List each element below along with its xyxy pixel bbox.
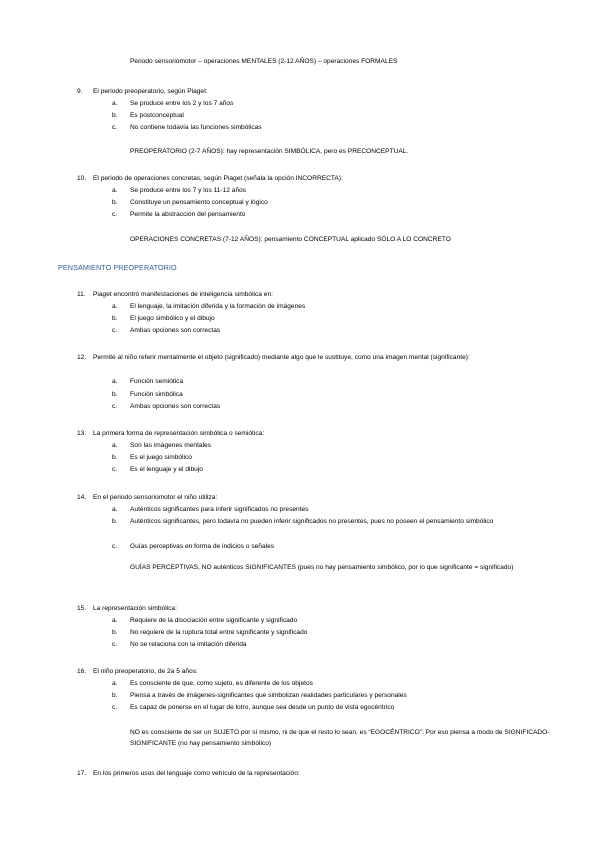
question-text: En el periodo sensoriomotor el niño utiliza: — [93, 494, 218, 501]
option-text: Es postconceptual — [130, 112, 184, 119]
question-9 — [77, 86, 557, 97]
option-text: Son las imágenes mentales — [130, 442, 212, 449]
question-11 — [77, 289, 557, 300]
question-15 — [77, 603, 557, 614]
option-letter: c. — [112, 327, 118, 334]
question-number: 13. — [77, 430, 87, 437]
question-number: 17. — [77, 770, 87, 777]
option-letter: b. — [112, 692, 118, 699]
question-number: 9. — [77, 88, 83, 95]
option-letter: b. — [112, 391, 118, 398]
option-text: Requiere de la disociación entre significante y significado — [130, 617, 298, 624]
answer-note: NO es consciente de ser un SUJETO por sí mismo, ni de que el resto lo sean, es “EGOCÉNTRICO”. Por eso piensa a modo de SIGNIFICADO-SIGNIFICANTE (no hay pensamiento simbólico) — [130, 729, 550, 747]
option-text: Función semiótica — [130, 378, 184, 385]
question-text: La representación simbólica: — [93, 605, 177, 612]
section-heading: PENSAMIENTO PREOPERATORIO — [58, 263, 177, 272]
question-10 — [77, 173, 557, 184]
option-text: Es el lenguaje y el dibujo — [130, 466, 203, 473]
option-letter: b. — [112, 629, 118, 636]
option-letter: b. — [112, 315, 118, 322]
question-number: 14. — [77, 494, 87, 501]
option-letter: a. — [112, 442, 118, 449]
option-letter: c. — [112, 403, 118, 410]
option-letter: c. — [112, 704, 118, 711]
question-text: El periodo de operaciones concretas, según Piaget (señala la opción INCORRECTA): — [93, 175, 343, 182]
answer-note: GUÍAS PERCEPTIVAS, NO auténticos SIGNIFICANTES (pues no hay pensamiento simbólico, por lo que significante = significado) — [130, 564, 514, 571]
question-text: En los primeros usos del lenguaje como vehículo de la representación: — [93, 770, 300, 777]
option-letter: a. — [112, 378, 118, 385]
option-text: Función simbólica — [130, 391, 183, 398]
option-letter: a. — [112, 617, 118, 624]
option-letter: b. — [112, 199, 118, 206]
option-letter: c. — [112, 543, 118, 550]
option-text: Auténticos significantes para inferir significados no presentes — [130, 506, 309, 513]
option-text: El lenguaje, la imitación diferida y la formación de imágenes — [130, 303, 306, 310]
question-number: 12. — [77, 354, 87, 361]
option-letter: a. — [112, 187, 118, 194]
option-text: Guías perceptivas en forma de indicios o señales — [130, 543, 275, 550]
option-letter: a. — [112, 506, 118, 513]
option-letter: c. — [112, 211, 118, 218]
option-letter: b. — [112, 112, 118, 119]
answer-note: OPERACIONES CONCRETAS (7-12 AÑOS): pensamiento CONCEPTUAL aplicado SÓLO A LO CONCRETO — [130, 236, 451, 243]
option-text: Es el juego simbólico — [130, 454, 192, 461]
question-number: 15. — [77, 605, 87, 612]
option-letter: a. — [112, 680, 118, 687]
question-text: Piaget encontró manifestaciones de inteligencia simbólica en: — [93, 291, 273, 298]
question-13 — [77, 428, 557, 439]
option-letter: a. — [112, 100, 118, 107]
top-note: Periodo sensoriomotor – operaciones MENTALES (2-12 AÑOS) – operaciones FORMALES — [130, 58, 398, 65]
question-number: 11. — [77, 291, 86, 298]
question-text: Permite al niño referir mentalmente el objeto (significado) mediante algo que le sustituye, como una imagen mental (significante): — [93, 354, 470, 361]
question-number: 10. — [77, 175, 87, 182]
option-text: El juego simbólico y el dibujo — [130, 315, 215, 322]
option-text: Permite la abstracción del pensamiento — [130, 211, 246, 218]
option-text: Ambas opciones son correctas — [130, 403, 221, 410]
question-text: La primera forma de representación simbólica o semiótica: — [93, 430, 265, 437]
option-letter: b. — [112, 454, 118, 461]
option-text: Constituye un pensamiento conceptual y lógico — [130, 199, 268, 206]
option-text: No requiere de la ruptura total entre significante y significado — [130, 629, 308, 636]
option-letter: c. — [112, 466, 118, 473]
option-text: Se produce entre los 2 y los 7 años — [130, 100, 234, 107]
option-text: Auténticos significantes, pero todavía no pueden inferir significados no presentes, pues no poseen el pensamiento simbólico — [130, 518, 494, 525]
option-text: No contiene todavía las funciones simbólicas — [130, 124, 262, 131]
answer-note: PREOPERATORIO (2-7 AÑOS): hay representación SIMBÓLICA, pero es PRECONCEPTUAL. — [130, 148, 409, 155]
question-text: El periodo preoperatorio, según Piaget: — [93, 88, 208, 95]
question-number: 16. — [77, 668, 87, 675]
option-text: Es capaz de ponerse en el lugar de lotro, aunque sea desde un punto de vista egocéntrico — [130, 704, 395, 711]
option-text: Piensa a través de imágenes-significantes que simbolizan realidades particulares y personales — [130, 692, 407, 699]
option-letter: c. — [112, 641, 118, 648]
option-text: No se relaciona con la imitación diferida — [130, 641, 247, 648]
option-letter: c. — [112, 124, 118, 131]
option-letter: b. — [112, 518, 118, 525]
option-text: Es consciente de que, como sujeto, es diferente de los objetos — [130, 680, 313, 687]
question-14 — [77, 492, 557, 503]
option-text: Se produce entre los 7 y los 11-12 años — [130, 187, 247, 194]
question-16 — [77, 666, 557, 677]
option-letter: a. — [112, 303, 118, 310]
question-17 — [77, 768, 557, 779]
question-text: El niño preoperatorio, de 2a 5 años: — [93, 668, 198, 675]
question-12 — [77, 352, 557, 363]
option-text: Ambas opciones son correctas — [130, 327, 221, 334]
